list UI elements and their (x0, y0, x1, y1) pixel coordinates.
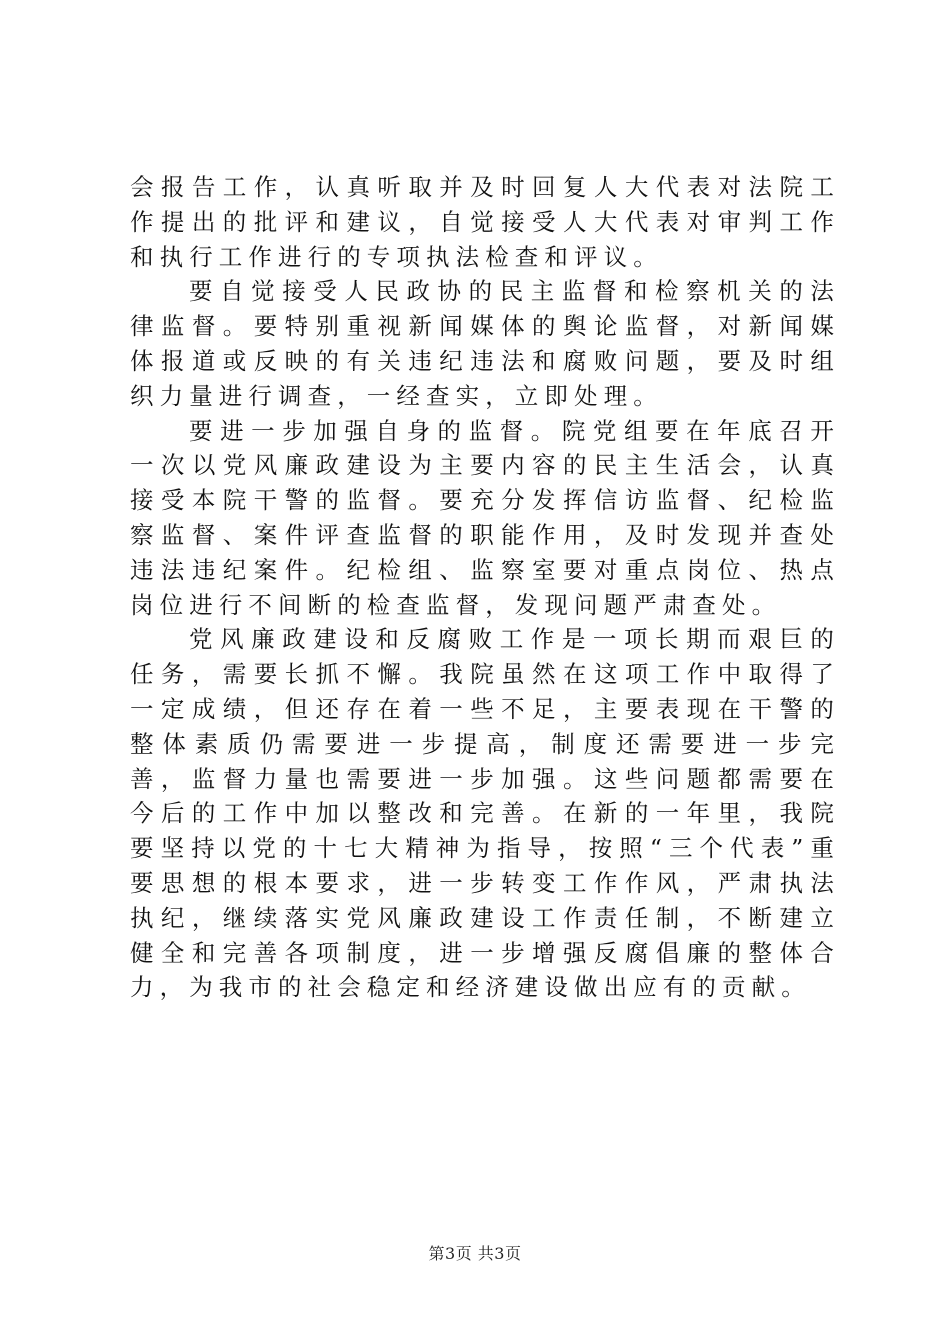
page-number-footer: 第3页 共3页 (428, 1244, 522, 1263)
document-body (130, 170, 840, 1005)
paragraph-conclusion: 党风廉政建设和反腐败工作是一项长期而艰巨的任务，需要长抓不懈。我院虽然在这项工作中取得了一定成绩，但还存在着一些不足，主要表现在干警的整体素质仍需要进一步提高，制度还需要进一步完善，监督力量也需要进一步加强。这些问题都需要在今后的工作中加以整改和完善。在新的一年里，我院要坚持以党的十七大精神为指导，按照“三个代表”重要思想的根本要求，进一步转变工作作风，严肃执法执纪，继续落实党风廉政建设工作责任制，不断建立健全和完善各项制度，进一步增强反腐倡廉的整体合力，为我市的社会稳定和经济建设做出应有的贡献。 (130, 625, 840, 1002)
paragraph-continued: 会报告工作，认真听取并及时回复人大代表对法院工作提出的批评和建议，自觉接受人大代表对审判工作和执行工作进行的专项执法检查和评议。 (130, 173, 840, 271)
paragraph-supervision-cppcc: 要自觉接受人民政协的民主监督和检察机关的法律监督。要特别重视新闻媒体的舆论监督，对新闻媒体报道或反映的有关违纪违法和腐败问题，要及时组织力量进行调查，一经查实，立即处理。 (130, 277, 840, 410)
paragraph-self-supervision: 要进一步加强自身的监督。院党组要在年底召开一次以党风廉政建设为主要内容的民主生活会，认真接受本院干警的监督。要充分发挥信访监督、纪检监察监督、案件评查监督的职能作用，及时发现并查处违法违纪案件。纪检组、监察室要对重点岗位、热点岗位进行不间断的检查监督，发现问题严肃查处。 (130, 416, 840, 619)
